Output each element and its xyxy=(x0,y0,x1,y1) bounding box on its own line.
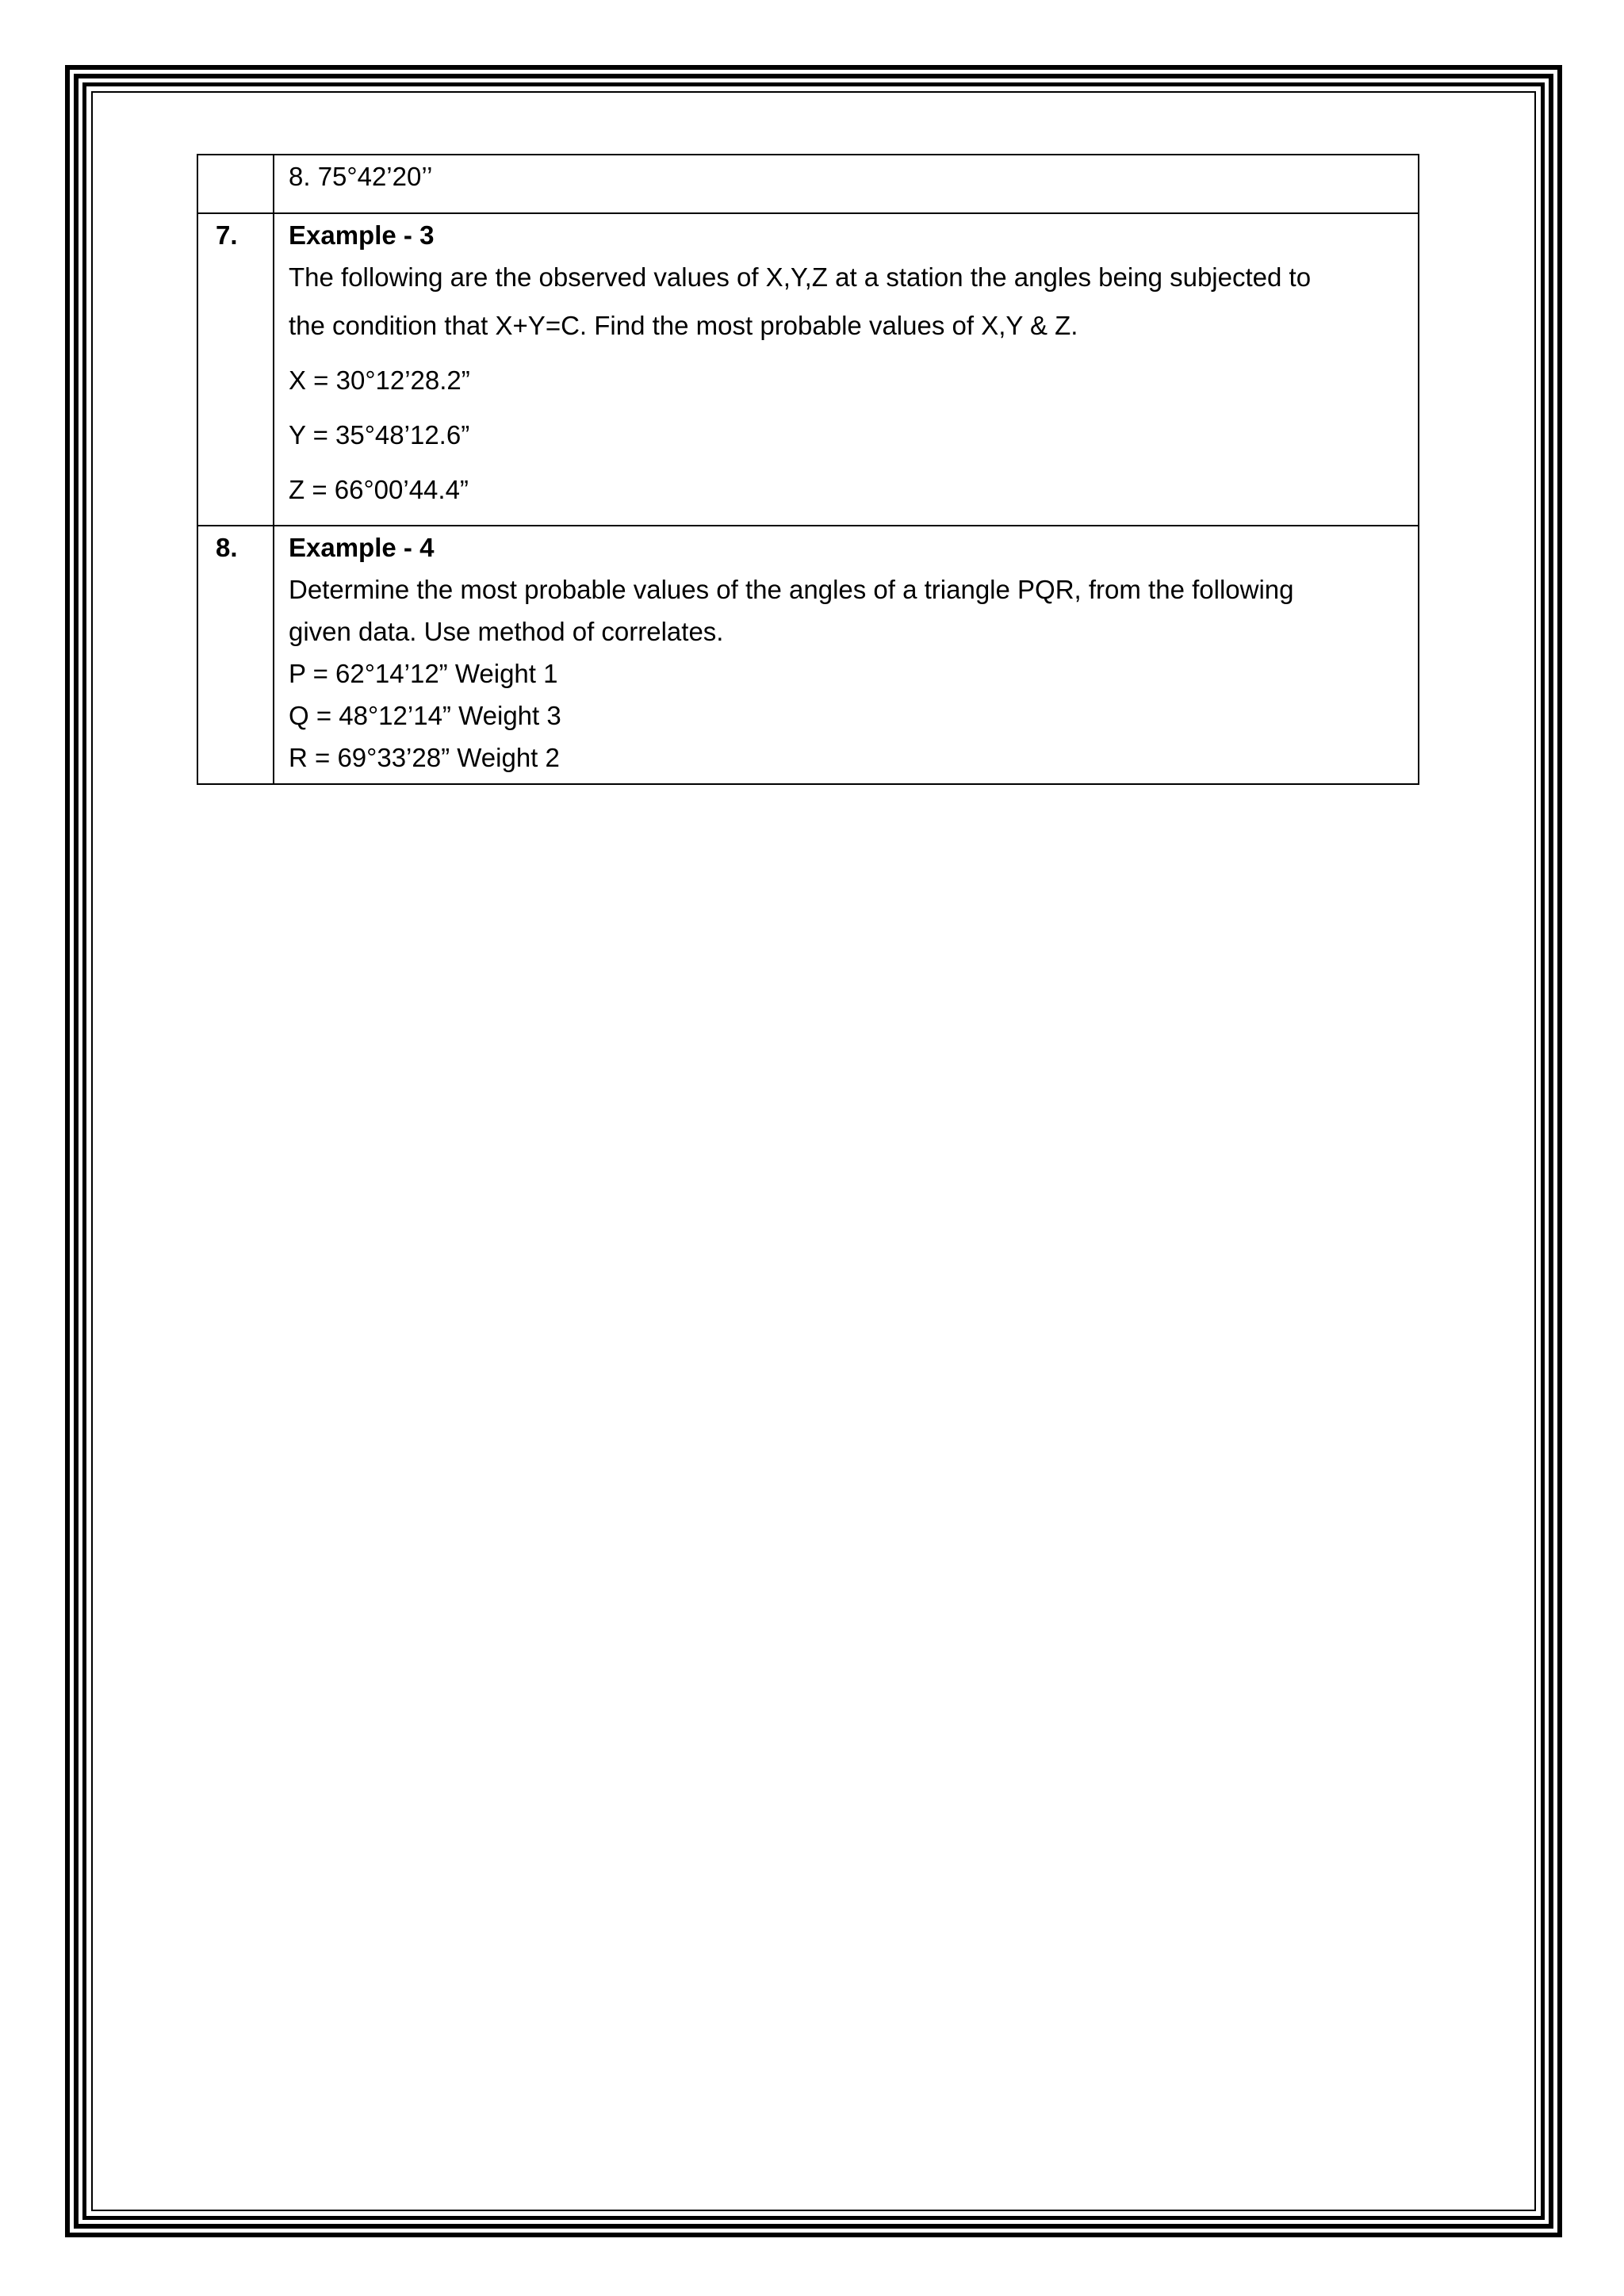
answer-line: 8. 75°42’20’’ xyxy=(289,162,433,191)
row-number: 8. xyxy=(197,526,274,784)
row-text xyxy=(274,155,1419,213)
example-heading: Example - 4 xyxy=(289,533,435,562)
example-heading: Example - 3 xyxy=(289,220,435,250)
value-line: Q = 48°12’14” Weight 3 xyxy=(289,701,561,730)
row-number xyxy=(197,155,274,213)
value-line: X = 30°12’28.2” xyxy=(289,365,470,395)
table-row xyxy=(197,213,1419,526)
problem-line: the condition that X+Y=C. Find the most probable values of X,Y & Z. xyxy=(289,311,1078,340)
value-line: Y = 35°48’12.6” xyxy=(289,420,470,450)
row-number: 7. xyxy=(197,213,274,526)
table-row xyxy=(197,155,1419,213)
problem-line: The following are the observed values of X,Y,Z at a station the angles being subjected to xyxy=(289,262,1312,292)
row-text xyxy=(274,213,1419,526)
value-line: Z = 66°00’44.4” xyxy=(289,475,469,504)
table-row xyxy=(197,526,1419,784)
examples-table xyxy=(197,154,1419,785)
row-text xyxy=(274,526,1419,784)
value-line: R = 69°33’28” Weight 2 xyxy=(289,743,560,772)
problem-line: given data. Use method of correlates. xyxy=(289,617,724,646)
value-line: P = 62°14’12” Weight 1 xyxy=(289,659,558,688)
problem-line: Determine the most probable values of the angles of a triangle PQR, from the following xyxy=(289,575,1294,604)
